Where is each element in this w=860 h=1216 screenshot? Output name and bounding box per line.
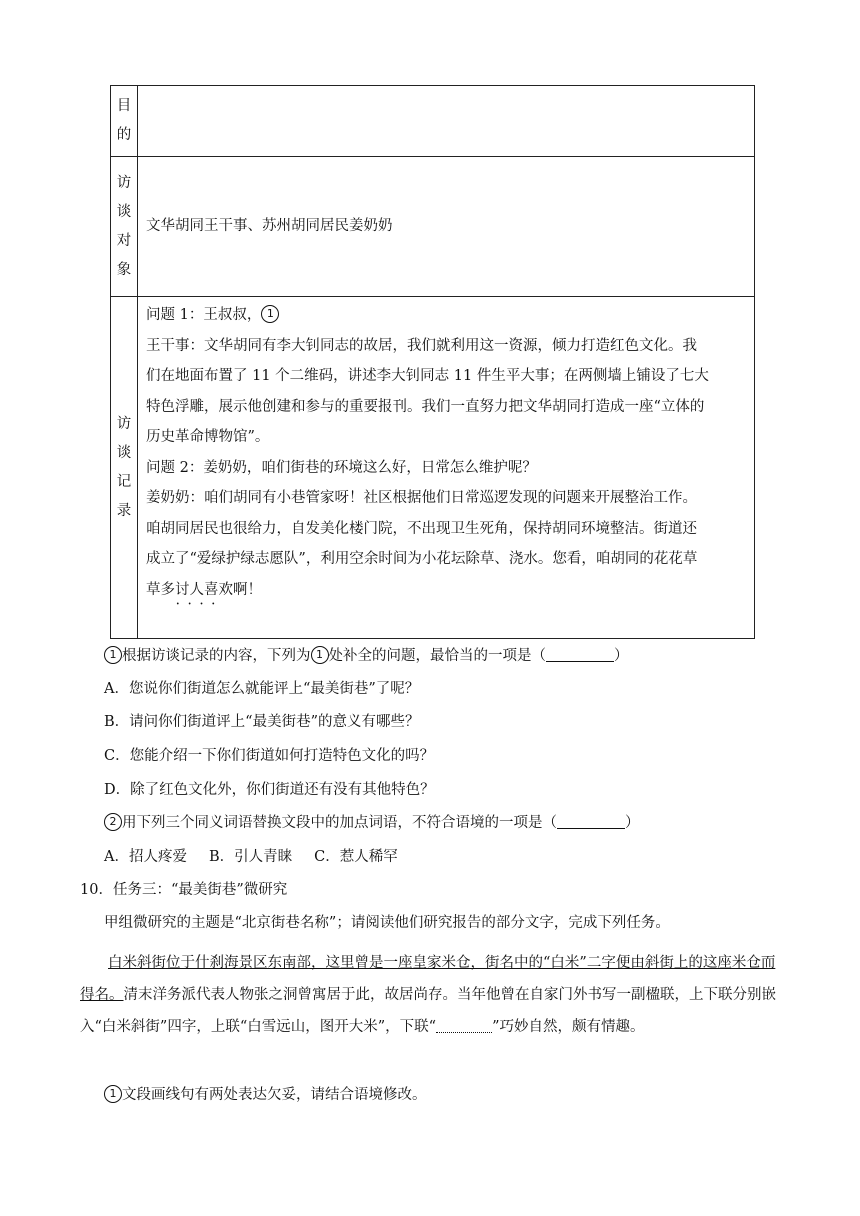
label-char: 访 bbox=[116, 174, 132, 191]
interviewee-content bbox=[138, 157, 755, 297]
interview-table bbox=[110, 85, 755, 639]
label-char: 谈 bbox=[116, 203, 132, 220]
label-char: 象 bbox=[116, 261, 132, 278]
interviewee-text: 文华胡同王干事、苏州胡同居民姜奶奶 bbox=[146, 218, 393, 235]
circled-2-marker: 2 bbox=[104, 813, 122, 831]
option-c: C．您能介绍一下你们街道如何打造特色文化的吗？ bbox=[104, 748, 435, 764]
label-char: 录 bbox=[116, 502, 132, 519]
record-line: 王干事：文华胡同有李大钊同志的故居，我们就利用这一资源，倾力打造红色文化。我 bbox=[146, 337, 697, 354]
circled-1-marker: 1 bbox=[104, 646, 122, 664]
couplet-blank[interactable] bbox=[436, 1018, 492, 1033]
row-interviewee bbox=[111, 157, 755, 297]
label-purpose bbox=[111, 86, 138, 157]
record-line: 成立了“爱绿护绿志愿队”，利用空余时间为小花坛除草、浇水。您看，咱胡同的花花草 bbox=[146, 551, 698, 567]
label-char: 谈 bbox=[116, 444, 132, 461]
option-a: A．您说你们街道怎么就能评上“最美街巷”了呢？ bbox=[104, 681, 420, 697]
option-c: C．惹人稀罕 bbox=[314, 849, 398, 865]
circled-1-marker: 1 bbox=[261, 305, 279, 323]
label-char: 记 bbox=[116, 473, 132, 490]
circled-1-marker: 1 bbox=[311, 646, 329, 664]
dotted-phrase: 讨人喜欢 • • • • bbox=[175, 582, 233, 598]
label-record bbox=[111, 297, 138, 639]
label-char: 目 bbox=[116, 98, 132, 114]
q2-options bbox=[104, 847, 780, 867]
circled-1-marker: 1 bbox=[104, 1085, 122, 1103]
record-line: 特色浮雕，展示他创建和参与的重要报刊。我们一直努力把文华胡同打造成一座“立体的 bbox=[146, 398, 705, 415]
purpose-content bbox=[138, 86, 755, 157]
answer-blank[interactable] bbox=[557, 814, 625, 829]
question-2: 2 用下列三个同义词语替换文段中的加点词语，不符合语境的一项是（ ） bbox=[104, 813, 780, 833]
answer-blank[interactable] bbox=[546, 647, 614, 662]
option-b: B．请问你们街道评上“最美街巷”的意义有哪些？ bbox=[104, 714, 420, 730]
task-10-intro: 甲组微研究的主题是“北京街巷名称”；请阅读他们研究报告的部分文字，完成下列任务。 bbox=[104, 915, 670, 931]
record-line: 们在地面布置了 11 个二维码，讲述李大钊同志 11 件生平大事；在两侧墙上铺设了七大 bbox=[146, 368, 709, 384]
option-b: B．引人青睐 bbox=[208, 849, 293, 865]
task-10-sub1: 1 文段画线句有两处表达欠妥，请结合语境修改。 bbox=[104, 1085, 780, 1105]
label-interviewee bbox=[111, 157, 138, 297]
label-char: 对 bbox=[116, 232, 132, 249]
label-char: 的 bbox=[116, 127, 132, 143]
record-line: 咱胡同居民也很给力，自发美化楼门院，不出现卫生死角，保持胡同环境整洁。街道还 bbox=[146, 520, 697, 537]
row-record bbox=[111, 297, 755, 639]
option-d: D．除了红色文化外，你们街道还有没有其他特色？ bbox=[104, 782, 435, 798]
underlined-sentence: 白米斜街位于什刹海景区东南部，这里曾是一座皇家米仓，街名中的“白米”二字便由斜街上的这座米仓而得名。 bbox=[80, 955, 776, 1003]
row-purpose bbox=[111, 86, 755, 157]
record-q1: 问题 1：王叔叔， 1 bbox=[138, 300, 754, 331]
record-content bbox=[138, 297, 755, 639]
record-last-line: 草多讨人喜欢 • • • •啊！ bbox=[138, 575, 754, 606]
label-char: 访 bbox=[116, 415, 132, 432]
record-line: 历史革命博物馆”。 bbox=[146, 429, 270, 445]
record-line: 姜奶奶：咱们胡同有小巷管家呀！社区根据他们日常巡逻发现的问题来开展整治工作。 bbox=[146, 490, 697, 506]
task-10-heading: 10．任务三：“最美街巷”微研究 bbox=[80, 882, 288, 898]
option-a: A．招人疼爱 bbox=[104, 849, 187, 865]
question-1: 1 根据访谈记录的内容，下列为 1 处补全的问题，最恰当的一项是（ ） bbox=[104, 646, 780, 666]
record-line: 问题 2：姜奶奶，咱们街巷的环境这么好，日常怎么维护呢？ bbox=[146, 459, 537, 476]
task-10-passage: 白米斜街位于什刹海景区东南部，这里曾是一座皇家米仓，街名中的“白米”二字便由斜街上的这座米仓而得名。清末洋务派代表人物张之洞曾寓居于此，故居尚存。当年他曾在自家门外书写一副楹联，上下联分别嵌入“白米斜街”四字，上联“白雪远山，图开大米”，下联“ ”巧妙自然，颇有情趣。 bbox=[80, 955, 776, 1035]
